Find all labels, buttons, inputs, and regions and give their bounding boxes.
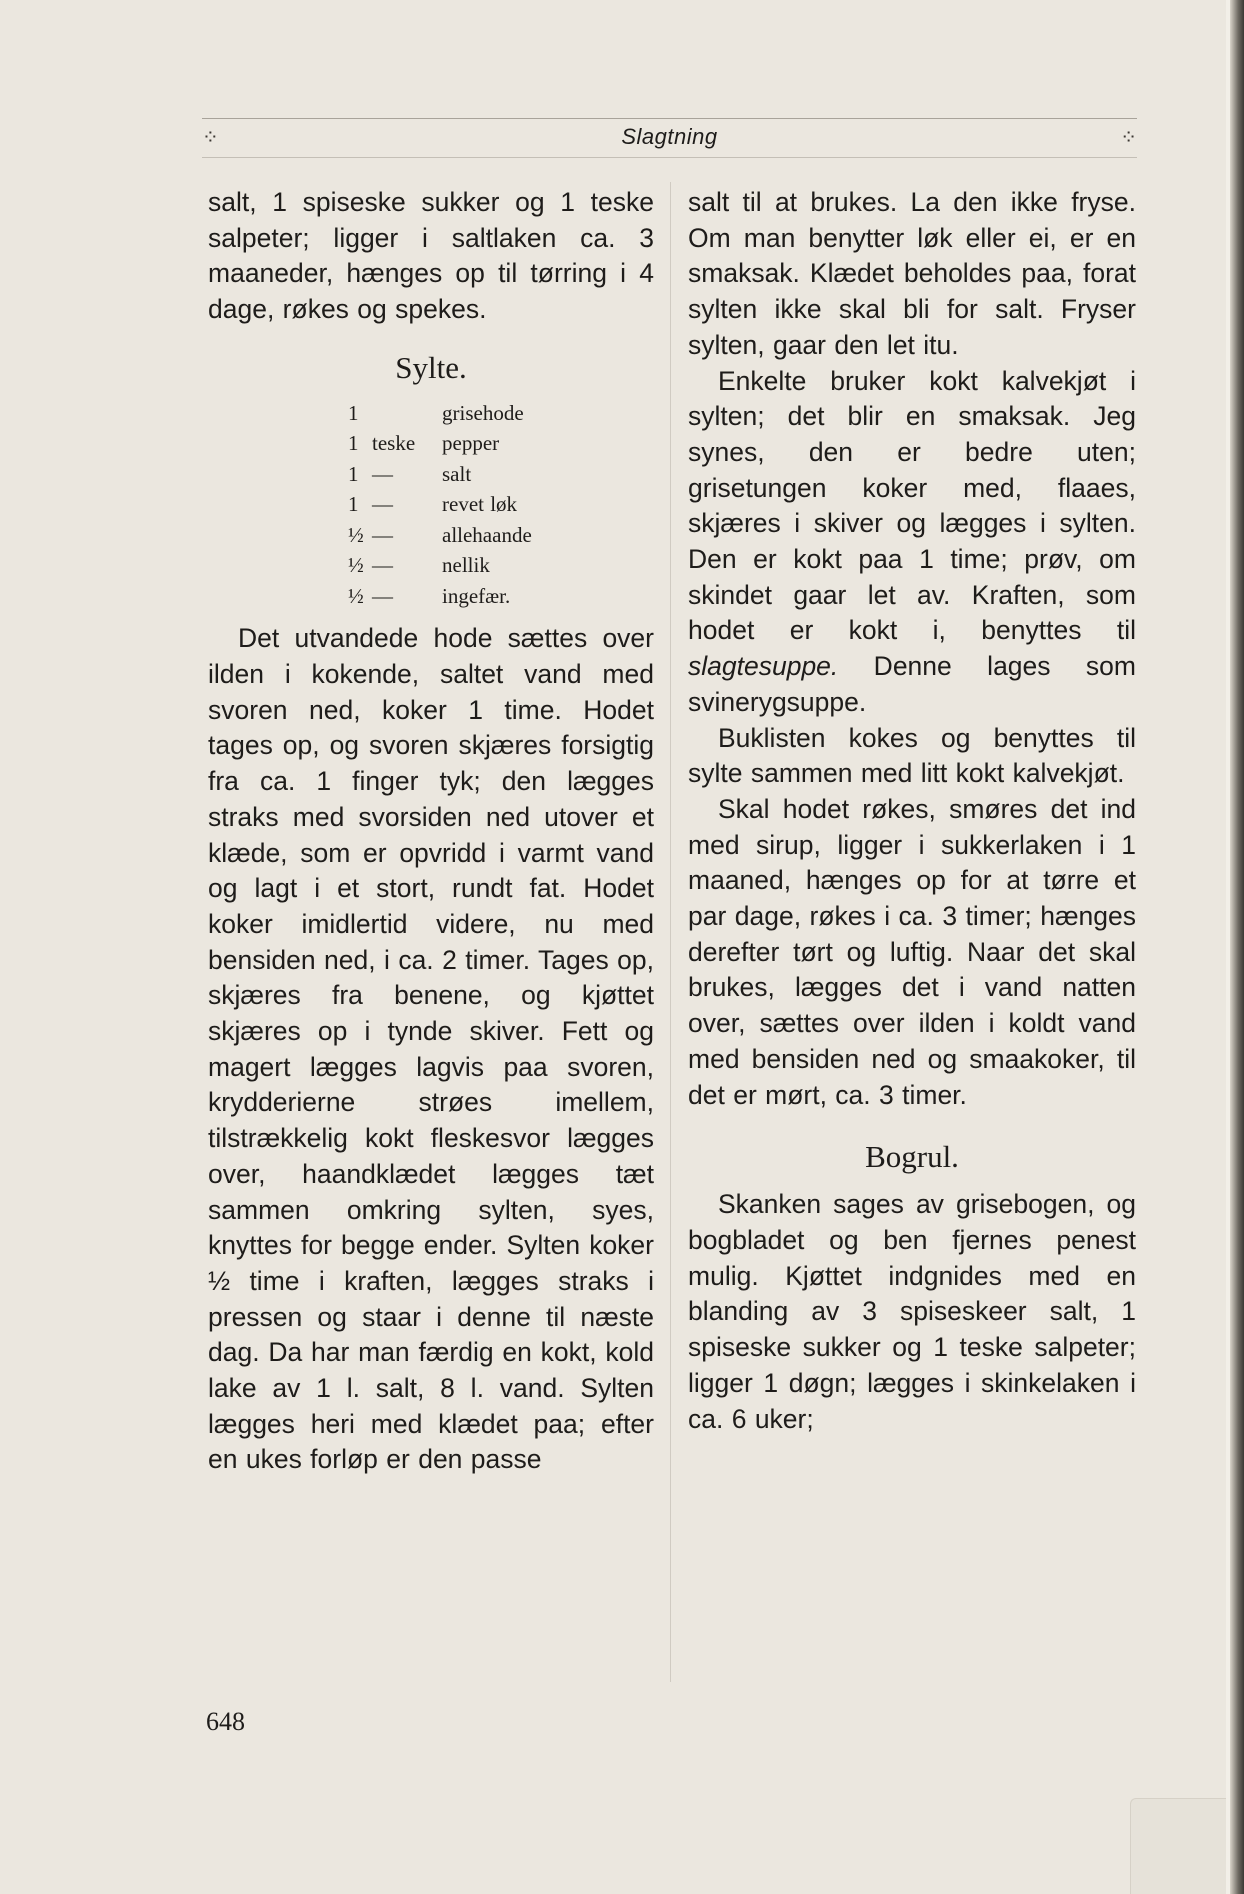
ingredient-name: pepper	[442, 431, 500, 456]
ingredient-list	[348, 398, 654, 612]
right-column	[688, 185, 1136, 1437]
right-paragraph-4: Skal hodet røkes, smøres det ind med sirup, ligger i sukkerlaken i 1 maaned, hænges op for at tørre et par dage, røkes i ca. 3 timer; hænges derefter tørt og luftig. Naar det skal brukes, lægges det i vand natten over, sættes over ilden i koldt vand med bensiden ned og smaakoker, til det er mørt, ca. 3 timer.	[688, 793, 1136, 1110]
right-paragraph-1: salt til at brukes. La den ikke fryse. Om man benytter løk eller ei, er en smaksak. Klædet beholdes paa, forat sylten ikke skal bli for salt. Fryser sylten, gaar den let itu.	[688, 187, 1136, 360]
para2-italic-term: slagtesuppe.	[688, 651, 839, 682]
ingredient-name: allehaande	[442, 522, 532, 547]
ornament-right-icon: ⁘	[1120, 127, 1137, 149]
ingredient-qty: 1	[348, 492, 359, 517]
ingredient-unit: —	[372, 522, 393, 547]
ingredient-unit: —	[372, 461, 393, 486]
page-corner	[1130, 1798, 1226, 1894]
left-column	[208, 185, 654, 1478]
running-head-title: Slagtning	[621, 124, 718, 149]
right-paragraph-2	[688, 364, 1136, 721]
right-paragraph-5: Skanken sages av grisebogen, og bogbladet og ben fjernes penest mulig. Kjøttet indgnides med en blanding av 3 spiseskeer salt, 1 spiseske sukker og 1 teske salpeter; ligger 1 døgn; lægges i skinkelaken i ca. 6 uker;	[688, 1189, 1136, 1434]
ingredient-unit: —	[372, 583, 393, 608]
ingredient-name: nellik	[442, 553, 490, 578]
recipe-heading-bogrul: Bogrul.	[865, 1139, 959, 1175]
ingredient-qty: 1	[348, 400, 359, 425]
page-number: 648	[206, 1707, 245, 1736]
para2-text-after: Denne lages som svinerygsuppe.	[688, 651, 1136, 717]
left-body-paragraph: Det utvandede hode sættes over ilden i kokende, saltet vand med svoren ned, koker 1 time. Hodet tages op, og svoren skjæres forsigtig fra ca. 1 finger tyk; den lægges straks med svorsiden ned utover et klæde, som er opvridd i varmt vand og lagt i et stort, rundt fat. Hodet koker imidlertid videre, nu med bensiden ned, i ca. 2 timer. Tages op, skjæres fra benene, og kjøttet skjæres op i tynde skiver. Fett og magert lægges lagvis paa svoren, krydderierne strøes imellem, tilstrækkelig kokt fleskesvor lægges over, haandklædet lægges tæt sammen omkring sylten, syes, knyttes for begge ender. Sylten koker ½ time i kraften, lægges straks i pressen og staar i denne til næste dag. Da har man færdig en kokt, kold lake av 1 l. salt, 8 l. vand. Sylten lægges heri med klædet paa; efter en ukes forløp er den passe	[208, 623, 654, 1475]
ingredient-row	[348, 428, 654, 459]
ingredient-row	[348, 581, 654, 612]
column-divider	[670, 182, 671, 1682]
ingredient-qty: ½	[348, 583, 364, 608]
ingredient-unit: —	[372, 553, 393, 578]
ingredient-row	[348, 489, 654, 520]
ingredient-row	[348, 520, 654, 551]
recipe-heading-sylte: Sylte.	[395, 349, 467, 385]
para2-text-before: Enkelte bruker kokt kalvekjøt i sylten; det blir en smaksak. Jeg synes, den er bedre uten; grisetungen koker med, flaaes, skjæres i skiver og lægges i sylten. Den er kokt paa 1 time; prøv, om skindet gaar let av. Kraften, som hodet er kokt i, benyttes til	[688, 365, 1136, 646]
ingredient-row	[348, 459, 654, 490]
page-binding-shadow	[1230, 0, 1244, 1894]
ingredient-unit: —	[372, 492, 393, 517]
ingredient-name: salt	[442, 461, 472, 486]
ingredient-unit: teske	[372, 431, 416, 456]
ingredient-row	[348, 398, 654, 429]
left-intro-paragraph: salt, 1 spiseske sukker og 1 teske salpeter; ligger i saltlaken ca. 3 maaneder, hænges op til tørring i 4 dage, røkes og spekes.	[208, 187, 654, 325]
ornament-left-icon: ⁘	[202, 127, 219, 149]
running-head	[202, 118, 1137, 158]
ingredient-name: grisehode	[442, 400, 524, 425]
ingredient-unit	[372, 398, 442, 429]
ingredient-qty: 1	[348, 431, 359, 456]
right-paragraph-3: Buklisten kokes og benyttes til sylte sammen med litt kokt kalvekjøt.	[688, 722, 1136, 789]
ingredient-qty: 1	[348, 461, 359, 486]
ingredient-qty: ½	[348, 553, 364, 578]
ingredient-qty: ½	[348, 522, 364, 547]
ingredient-name: revet løk	[442, 492, 518, 517]
ingredient-name: ingefær.	[442, 583, 511, 608]
ingredient-row	[348, 550, 654, 581]
